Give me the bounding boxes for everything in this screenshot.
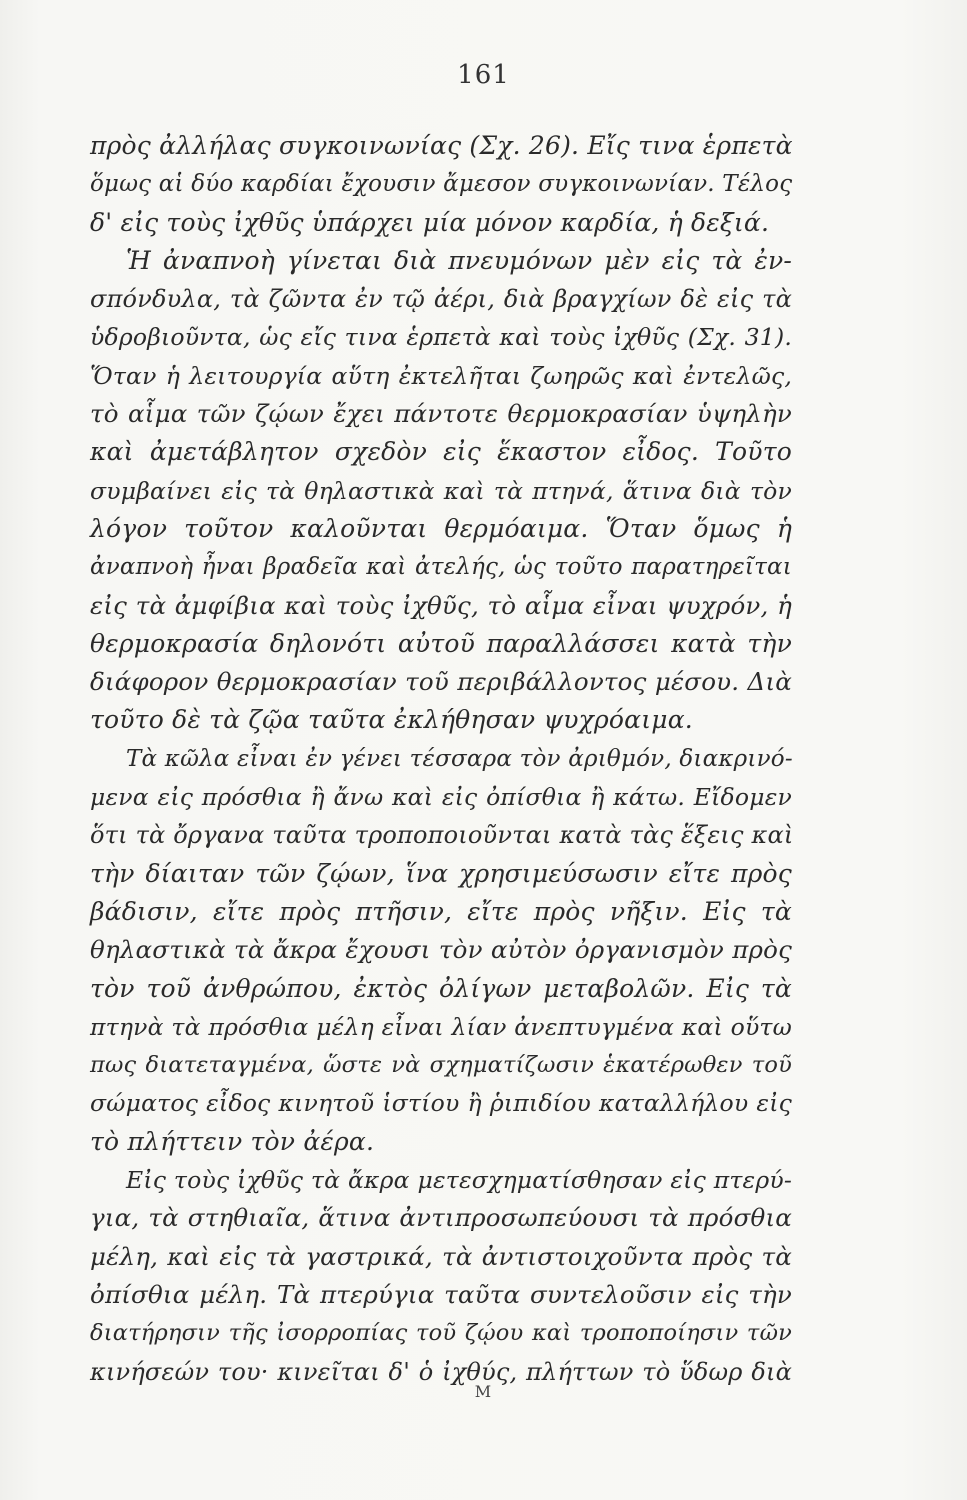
text-line: θερμοκρασία δηλονότι αὐτοῦ παραλλάσσει κατὰ τὴν bbox=[90, 628, 792, 658]
text-line: τὸν τοῦ ἀνθρώπου, ἐκτὸς ὀλίγων μεταβολῶν. Εἰς τὰ bbox=[90, 973, 792, 1003]
text-line: σώματος εἶδος κινητοῦ ἱστίου ἢ ῥιπιδίου καταλλήλου εἰς bbox=[90, 1089, 792, 1118]
text-line: Ὅταν ἡ λειτουργία αὕτη ἐκτελῆται ζωηρῶς καὶ ἐντελῶς, bbox=[90, 361, 792, 390]
text-line: ἀναπνοὴ ἦναι βραδεῖα καὶ ἀτελής, ὡς τοῦτο παρατηρεῖται bbox=[90, 554, 792, 581]
text-line: κινήσεών του· κινεῖται δ' ὁ ἰχθύς, πλήττων τὸ ὕδωρ διὰ bbox=[90, 1357, 792, 1386]
text-line: διατήρησιν τῆς ἰσορροπίας τοῦ ζῴου καὶ τροποποίησιν τῶν bbox=[90, 1320, 792, 1347]
text-line: συμβαίνει εἰς τὰ θηλαστικὰ καὶ τὰ πτηνά, ἅτινα διὰ τὸν bbox=[90, 476, 792, 505]
text-line: πτηνὰ τὰ πρόσθια μέλη εἶναι λίαν ἀνεπτυγμένα καὶ οὕτω bbox=[90, 1012, 792, 1041]
text-line: για, τὰ στηθιαῖα, ἅτινα ἀντιπροσωπεύουσι τὰ πρόσθια bbox=[90, 1203, 792, 1233]
text-line: δ' εἰς τοὺς ἰχθῦς ὑπάρχει μία μόνον καρδία, ἡ δεξιά. bbox=[90, 207, 770, 237]
page-number: 161 bbox=[457, 60, 510, 90]
text-line: θηλαστικὰ τὰ ἄκρα ἔχουσι τὸν αὐτὸν ὀργανισμὸν πρὸς bbox=[90, 935, 792, 965]
text-line: καὶ ἀμετάβλητον σχεδὸν εἰς ἕκαστον εἶδος. Τοῦτο bbox=[90, 437, 792, 467]
text-line: σπόνδυλα, τὰ ζῶντα ἐν τῷ ἀέρι, διὰ βραγχίων δὲ εἰς τὰ bbox=[90, 285, 792, 314]
text-line: Εἰς τοὺς ἰχθῦς τὰ ἄκρα μετεσχηματίσθησαν εἰς πτερύ- bbox=[126, 1166, 792, 1195]
text-line: τὸ πλήττειν τὸν ἀέρα. bbox=[90, 1126, 375, 1156]
text-line: Ἡ ἀναπνοὴ γίνεται διὰ πνευμόνων μὲν εἰς τὰ ἐν- bbox=[126, 245, 792, 275]
text-line: μενα εἰς πρόσθια ἢ ἄνω καὶ εἰς ὀπίσθια ἢ κάτω. Εἴδομεν bbox=[90, 783, 792, 812]
text-line: ὅμως αἱ δύο καρδίαι ἔχουσιν ἄμεσον συγκοινωνίαν. Τέλος bbox=[90, 171, 793, 198]
text-line: εἰς τὰ ἀμφίβια καὶ τοὺς ἰχθῦς, τὸ αἷμα εἶναι ψυχρόν, ἡ bbox=[90, 590, 792, 620]
text-line: ὑδροβιοῦντα, ὡς εἴς τινα ἑρπετὰ καὶ τοὺς ἰχθῦς (Σχ. 31). bbox=[90, 323, 792, 352]
text-line: τὸ αἷμα τῶν ζῴων ἔχει πάντοτε θερμοκρασίαν ὑψηλὴν bbox=[90, 399, 792, 429]
text-line: μέλη, καὶ εἰς τὰ γαστρικά, τὰ ἀντιστοιχοῦντα πρὸς τὰ bbox=[90, 1241, 792, 1271]
text-line: Τὰ κῶλα εἶναι ἐν γένει τέσσαρα τὸν ἀριθμόν, διακρινό- bbox=[126, 745, 793, 772]
text-line: διάφορον θερμοκρασίαν τοῦ περιβάλλοντος μέσου. Διὰ bbox=[90, 667, 792, 697]
text-line: πρὸς ἀλλήλας συγκοινωνίας (Σχ. 26). Εἴς τινα ἑρπετὰ bbox=[90, 131, 793, 160]
body-text bbox=[90, 127, 792, 1391]
text-line: ὀπίσθια μέλη. Τὰ πτερύγια ταῦτα συντελοῦσιν εἰς τὴν bbox=[90, 1279, 792, 1309]
text-line: τοῦτο δὲ τὰ ζῷα ταῦτα ἐκλήθησαν ψυχρόαιμα. bbox=[90, 705, 693, 735]
signature-mark: M bbox=[474, 1382, 493, 1401]
text-line: πως διατεταγμένα, ὥστε νὰ σχηματίζωσιν ἑκατέρωθεν τοῦ bbox=[90, 1052, 792, 1079]
text-line: βάδισιν, εἴτε πρὸς πτῆσιν, εἴτε πρὸς νῆξιν. Εἰς τὰ bbox=[90, 896, 792, 926]
text-line: ὅτι τὰ ὄργανα ταῦτα τροποποιοῦνται κατὰ τὰς ἕξεις καὶ bbox=[90, 821, 794, 850]
text-line: τὴν δίαιταν τῶν ζῴων, ἵνα χρησιμεύσωσιν εἴτε πρὸς bbox=[90, 858, 792, 888]
text-line: λόγον τοῦτον καλοῦνται θερμόαιμα. Ὅταν ὅμως ἡ bbox=[90, 513, 792, 543]
